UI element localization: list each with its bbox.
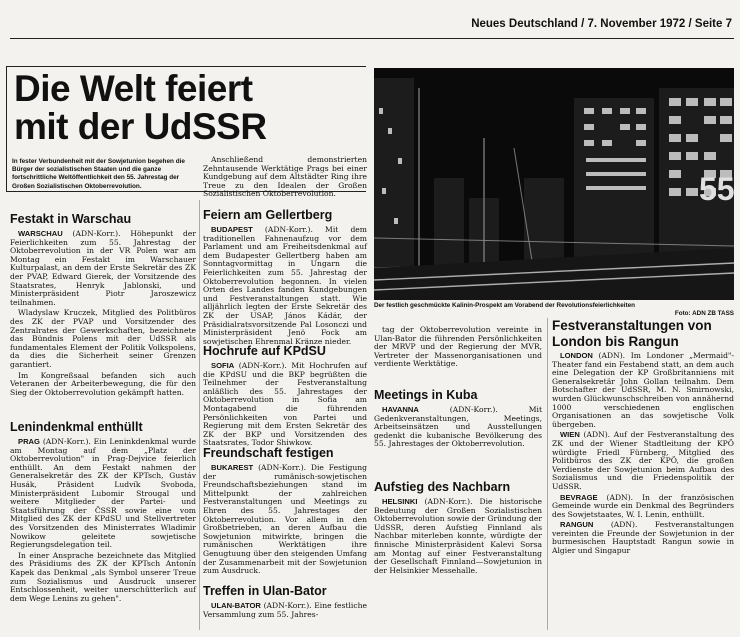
photo-kalinin-prospekt xyxy=(374,68,734,300)
article-title-kuba: Meetings in Kuba xyxy=(374,388,478,402)
article-lenin: PRAG (ADN-Korr.). Ein Leninkdenkmal wurde am Montag auf dem „Platz der Oktoberrevolution" in Prag-Dejvice feierlich enthüllt. An dem Festakt nahmen der Generalsekretär des ZK der KPTsch, Gustáv Husák, Präsident Ludvík Svoboda, Ministerpräsident Lubomir Strougal und weitere Mitglieder der Partei- und Staatsführung der ČSSR sowie eine vom Mitglied des ZK der KPdSU und Stellvertreter des Vorsitzenden des Ministerrates Wladimir Nowikow geleitete sowjetische Regierungsdelegation teil. In einer Ansprache bezeichnete das Mitglied des Präsidiums des ZK der KPTsch Antonín Kapek das Denkmal „als Symbol unserer Treue zum Sozialismus und Ausdruck unserer Entschlossenheit, weiter unerschütterlich auf dem Wege Lenins zu gehen". xyxy=(10,437,196,603)
article-ulanbator: ULAN-BATOR (ADN-Korr.). Eine festliche Versammlung zum 55. Jahres- xyxy=(203,601,367,619)
masthead xyxy=(0,18,740,38)
page-number: Seite 7 xyxy=(694,18,732,30)
photo-sign-55: 55 xyxy=(699,171,735,207)
intro-text: In fester Verbundenheit mit der Sowjetunion begehen die Bürger der sozialistischen Staaten und die ganze fortschrittliche Weltöffentlichkeit den 55. Jahrestag der Großen Sozialistischen Oktoberrevolution. xyxy=(12,158,185,190)
article-prag-continued: Anschließend demonstrierten Zehntausende Werktätige Prags bei einer Kundgebung auf dem Altstädter Ring ihre Treue zu den Idealen der Großen Sozialistischen Oktoberrevolution. xyxy=(203,155,367,199)
photo-caption: Der festlich geschmückte Kalinin-Prospekt am Vorabend der Revolutionsfeierlichkeiten Foto: ADN ZB TASS xyxy=(374,302,734,317)
column-divider-right xyxy=(547,318,548,630)
article-title-ulanbator: Treffen in Ulan-Bator xyxy=(203,584,327,598)
article-title-lenin: Lenindenkmal enthüllt xyxy=(10,420,143,434)
newspaper-name: Neues Deutschland xyxy=(471,18,578,30)
issue-date: 7. November 1972 xyxy=(587,18,686,30)
article-title-freundschaft: Freundschaft festigen xyxy=(203,446,334,460)
article-gellert: BUDAPEST (ADN-Korr.). Mit dem traditionellen Fahnenaufzug vor dem Parlament und am Freiheitsdenkmal auf dem Budapester Gellertberg haben am Sonntagvormittag in Ungarn die Feierlichkeiten zum 55. Jahrestag der Oktoberrevolution begonnen. In vielen Orten des Landes fanden Kundgebungen und Festveranstaltungen statt. Wie alljährlich legten der Erste Sekretär des ZK der USAP, János Kádár, der Präsidialratsvorsitzende Pal Losonczi und Ministerpräsident Jenö Fock am sowjetischen Ehrenmal Kränze nieder. xyxy=(203,225,367,346)
article-kpdsu: SOFIA (ADN-Korr.). Mit Hochrufen auf die KPdSU und die BKP begrüßten die Teilnehmer der Festveranstaltung anläßlich des 55. Jahrestages der Oktoberrevolution in Sofia am Montagabend die führenden Persönlichkeiten von Partei und Regierung mit dem Ersten Sekretär des ZK der BKP und Vorsitzenden des Staatsrates, Todor Shiwkow. xyxy=(203,361,367,448)
article-warschau: WARSCHAU (ADN-Korr.). Höhepunkt der Feierlichkeiten zum 55. Jahrestag der Oktoberrevolution in der VR Polen war am Montag ein Festakt im Warschauer Kulturpalast, an dem der Erste Sekretär des ZK der PVAP, Edward Gierek, der Vorsitzende des Staatsrates, Henryk Jablonski, und Ministerpräsident Piotr Jaroszewicz teilnahmen. Wladyslaw Kruczek, Mitglied des Politbüros des ZK der PVAP und Vorsitzender des Zentralrates der Gewerkschaften, bezeichnete das Bündnis Polens mit der UdSSR als fundamentales Element der Politik Volkspolens, da dies die Sicherheit seiner Grenzen garantiert. Im Kongreßsaal befanden sich auch Veteranen der Arbeiterbewegung, die für den Sieg der Oktoberrevolution gekämpft hatten. xyxy=(10,229,196,397)
page-reference: Neues Deutschland / 7. November 1972 / Seite 7 xyxy=(471,18,732,30)
article-title-kpdsu: Hochrufe auf KPdSU xyxy=(203,344,326,358)
article-title-nachbarn: Aufstieg des Nachbarn xyxy=(374,480,511,494)
article-ulanbator-continued: tag der Oktoberrevolution vereinte in Ulan-Bator die führenden Persönlichkeiten der MRVP und der Regierung der MVR, Vertreter der Massenorganisationen und verdiente Werktätige. xyxy=(374,325,542,369)
article-title-warschau: Festakt in Warschau xyxy=(10,212,132,226)
article-nachbarn: HELSINKI (ADN-Korr.). Die historische Bedeutung der Großen Sozialistischen Oktoberrevolution sowie der Gründung der UdSSR, deren Aufstieg Finnland als Nachbar miterleben konnte, würdigte der finnische Ministerpräsident Kalevi Sorsa am Montag auf einer Festveranstaltung der Gesellschaft Finnland—Sowjetunion in der Helsinkier Messehalle. xyxy=(374,497,542,575)
article-freundschaft: BUKAREST (ADN-Korr.). Die Festigung der rumänisch-sowjetischen Freundschaftsbeziehungen stand im Mittelpunkt der zahlreichen Festveranstaltungen und Meetings zu Ehren des 55. Jahrestages der Oktoberrevolution. Vor allem in den Großbetrieben, an deren Aufbau die Sowjetunion mitwirkte, bringen die rumänischen Werktätigen ihre Genugtuung über den steigenden Umfang der Zusammenarbeit mit der Sowjetunion zum Ausdruck. xyxy=(203,463,367,576)
column-divider xyxy=(199,200,200,630)
page-headline: Die Welt feiert mit der UdSSR xyxy=(14,68,267,147)
article-kuba: HAVANNA (ADN-Korr.). Mit Gedenkveranstaltungen, Meetings, Arbeitseinsätzen und Ausstellungen gedenkt die kubanische Bevölkerung des 55. Jahrestages der Oktoberrevolution. xyxy=(374,405,542,449)
article-title-london: Festveranstaltungen von London bis Rangun xyxy=(552,318,712,349)
night-city-photo xyxy=(374,68,734,300)
masthead-rule xyxy=(10,38,734,39)
article-title-gellert: Feiern am Gellertberg xyxy=(203,208,333,222)
photo-credit: Foto: ADN ZB TASS xyxy=(674,310,734,317)
article-london: LONDON (ADN). Im Londoner „Mermaid"-Theater fand ein Festabend statt, an dem auch eine Delegation der KP Großbritanniens mit Generalsekretär John Gollan teilnahm. Dem Botschafter der UdSSR, M. N. Smirnowski, wurden Glückwunschschreiben von annähernd 1000 verschiedenen englischen Organisationen an das sowjetische Volk übergeben. WIEN (ADN). Auf der Festveranstaltung des ZK und der Wiener Stadtleitung der KPÖ würdigte Friedl Fürnberg, Mitglied des Politbüros des ZK der KPÖ, die großen Verdienste der Sowjetunion beim Aufbau des Sozialismus und die Friedenspolitik der UdSSR. BEVRAGE (ADN). In der französischen Gemeinde wurde ein Denkmal des Begründers des Sowjetstaates, W. I. Lenin, enthüllt. RANGUN (ADN). Festveranstaltungen vereinten die Freunde der Sowjetunion in der burmesischen Hauptstadt Rangun sowie in Algier und Singapur xyxy=(552,351,734,556)
